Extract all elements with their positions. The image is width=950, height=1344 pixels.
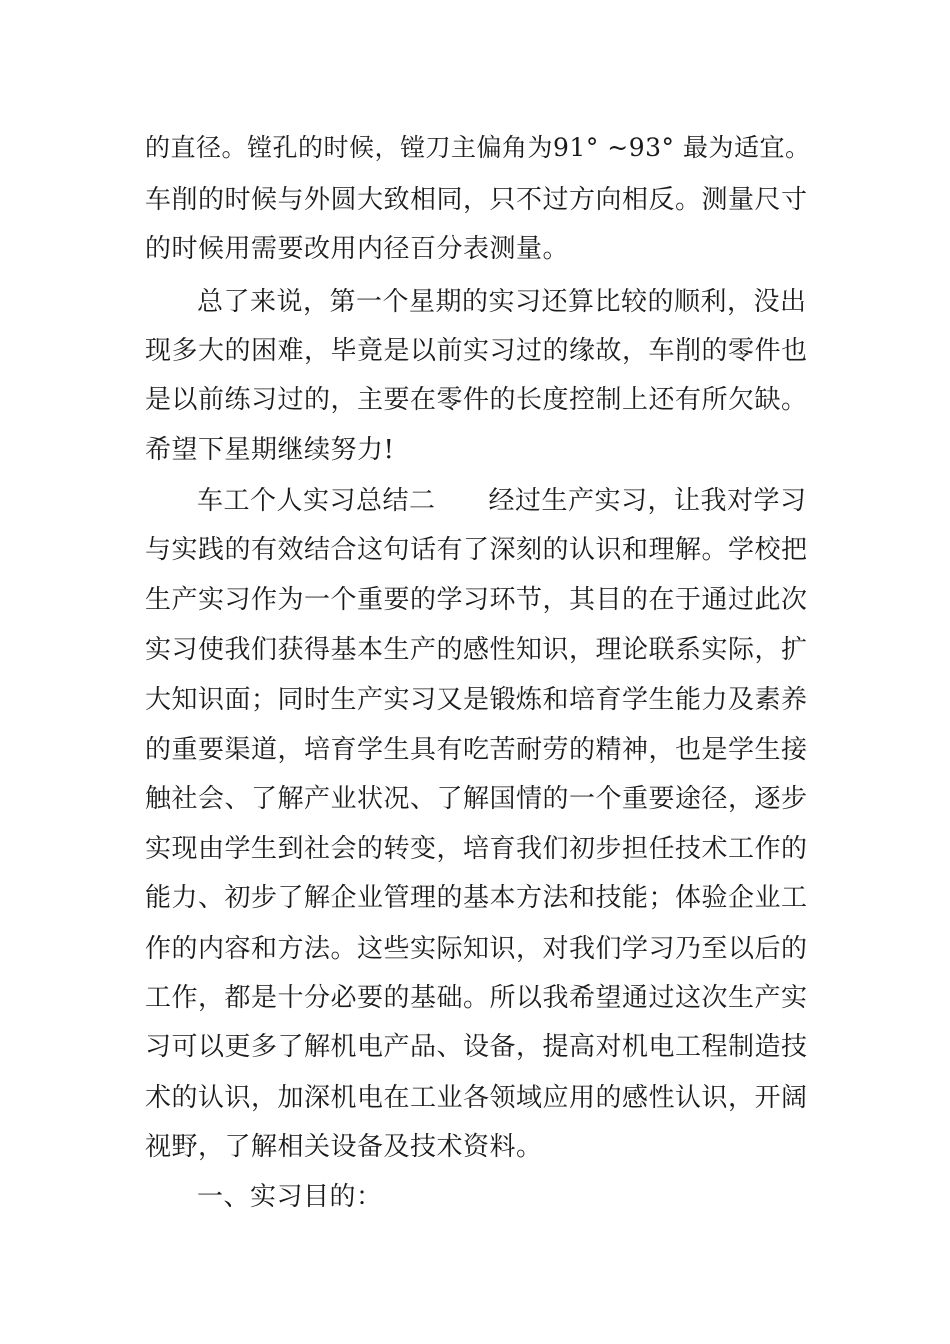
paragraph-start-line: 车工个人实习总结二 经过生产实习，让我对学习 bbox=[197, 486, 807, 516]
text-line: 能力、初步了解企业管理的基本方法和技能；体验企业工 bbox=[145, 883, 808, 913]
text-line: 实现由学生到社会的转变，培育我们初步担任技术工作的 bbox=[145, 834, 808, 864]
text-line: 视野，了解相关设备及技术资料。 bbox=[145, 1132, 543, 1162]
text-line: 车削的时候与外圆大致相同，只不过方向相反。测量尺寸 bbox=[145, 185, 808, 215]
text-line: 作的内容和方法。这些实际知识，对我们学习乃至以后的 bbox=[145, 934, 808, 964]
text-line: 希望下星期继续努力! bbox=[145, 435, 395, 465]
text-line: 工作，都是十分必要的基础。所以我希望通过这次生产实 bbox=[145, 983, 808, 1013]
text-line: 实习使我们获得基本生产的感性知识，理论联系实际，扩 bbox=[145, 635, 808, 665]
text-line: 是以前练习过的，主要在零件的长度控制上还有所欠缺。 bbox=[145, 385, 808, 415]
text-line: 生产实习作为一个重要的学习环节，其目的在于通过此次 bbox=[145, 585, 808, 615]
text-line: 触社会、了解产业状况、了解国情的一个重要途径，逐步 bbox=[145, 784, 808, 814]
text-line: 习可以更多了解机电产品、设备，提高对机电工程制造技 bbox=[145, 1032, 808, 1062]
text-line: 与实践的有效结合这句话有了深刻的认识和理解。学校把 bbox=[145, 535, 808, 565]
text-line: 术的认识，加深机电在工业各领域应用的感性认识，开阔 bbox=[145, 1083, 808, 1113]
text-line: 的直径。镗孔的时候，镗刀主偏角为91° ~93° 最为适宜。 bbox=[145, 133, 811, 162]
text-line: 大知识面；同时生产实习又是锻炼和培育学生能力及素养 bbox=[145, 685, 808, 715]
text-line: 的时候用需要改用内径百分表测量。 bbox=[145, 234, 570, 264]
text-line: 的重要渠道，培育学生具有吃苦耐劳的精神，也是学生接 bbox=[145, 735, 808, 765]
section-heading: 一、实习目的： bbox=[197, 1182, 383, 1212]
text-line: 现多大的困难，毕竟是以前实习过的缘故，车削的零件也 bbox=[145, 336, 808, 366]
paragraph-start-line: 总了来说，第一个星期的实习还算比较的顺利，没出 bbox=[197, 287, 807, 317]
